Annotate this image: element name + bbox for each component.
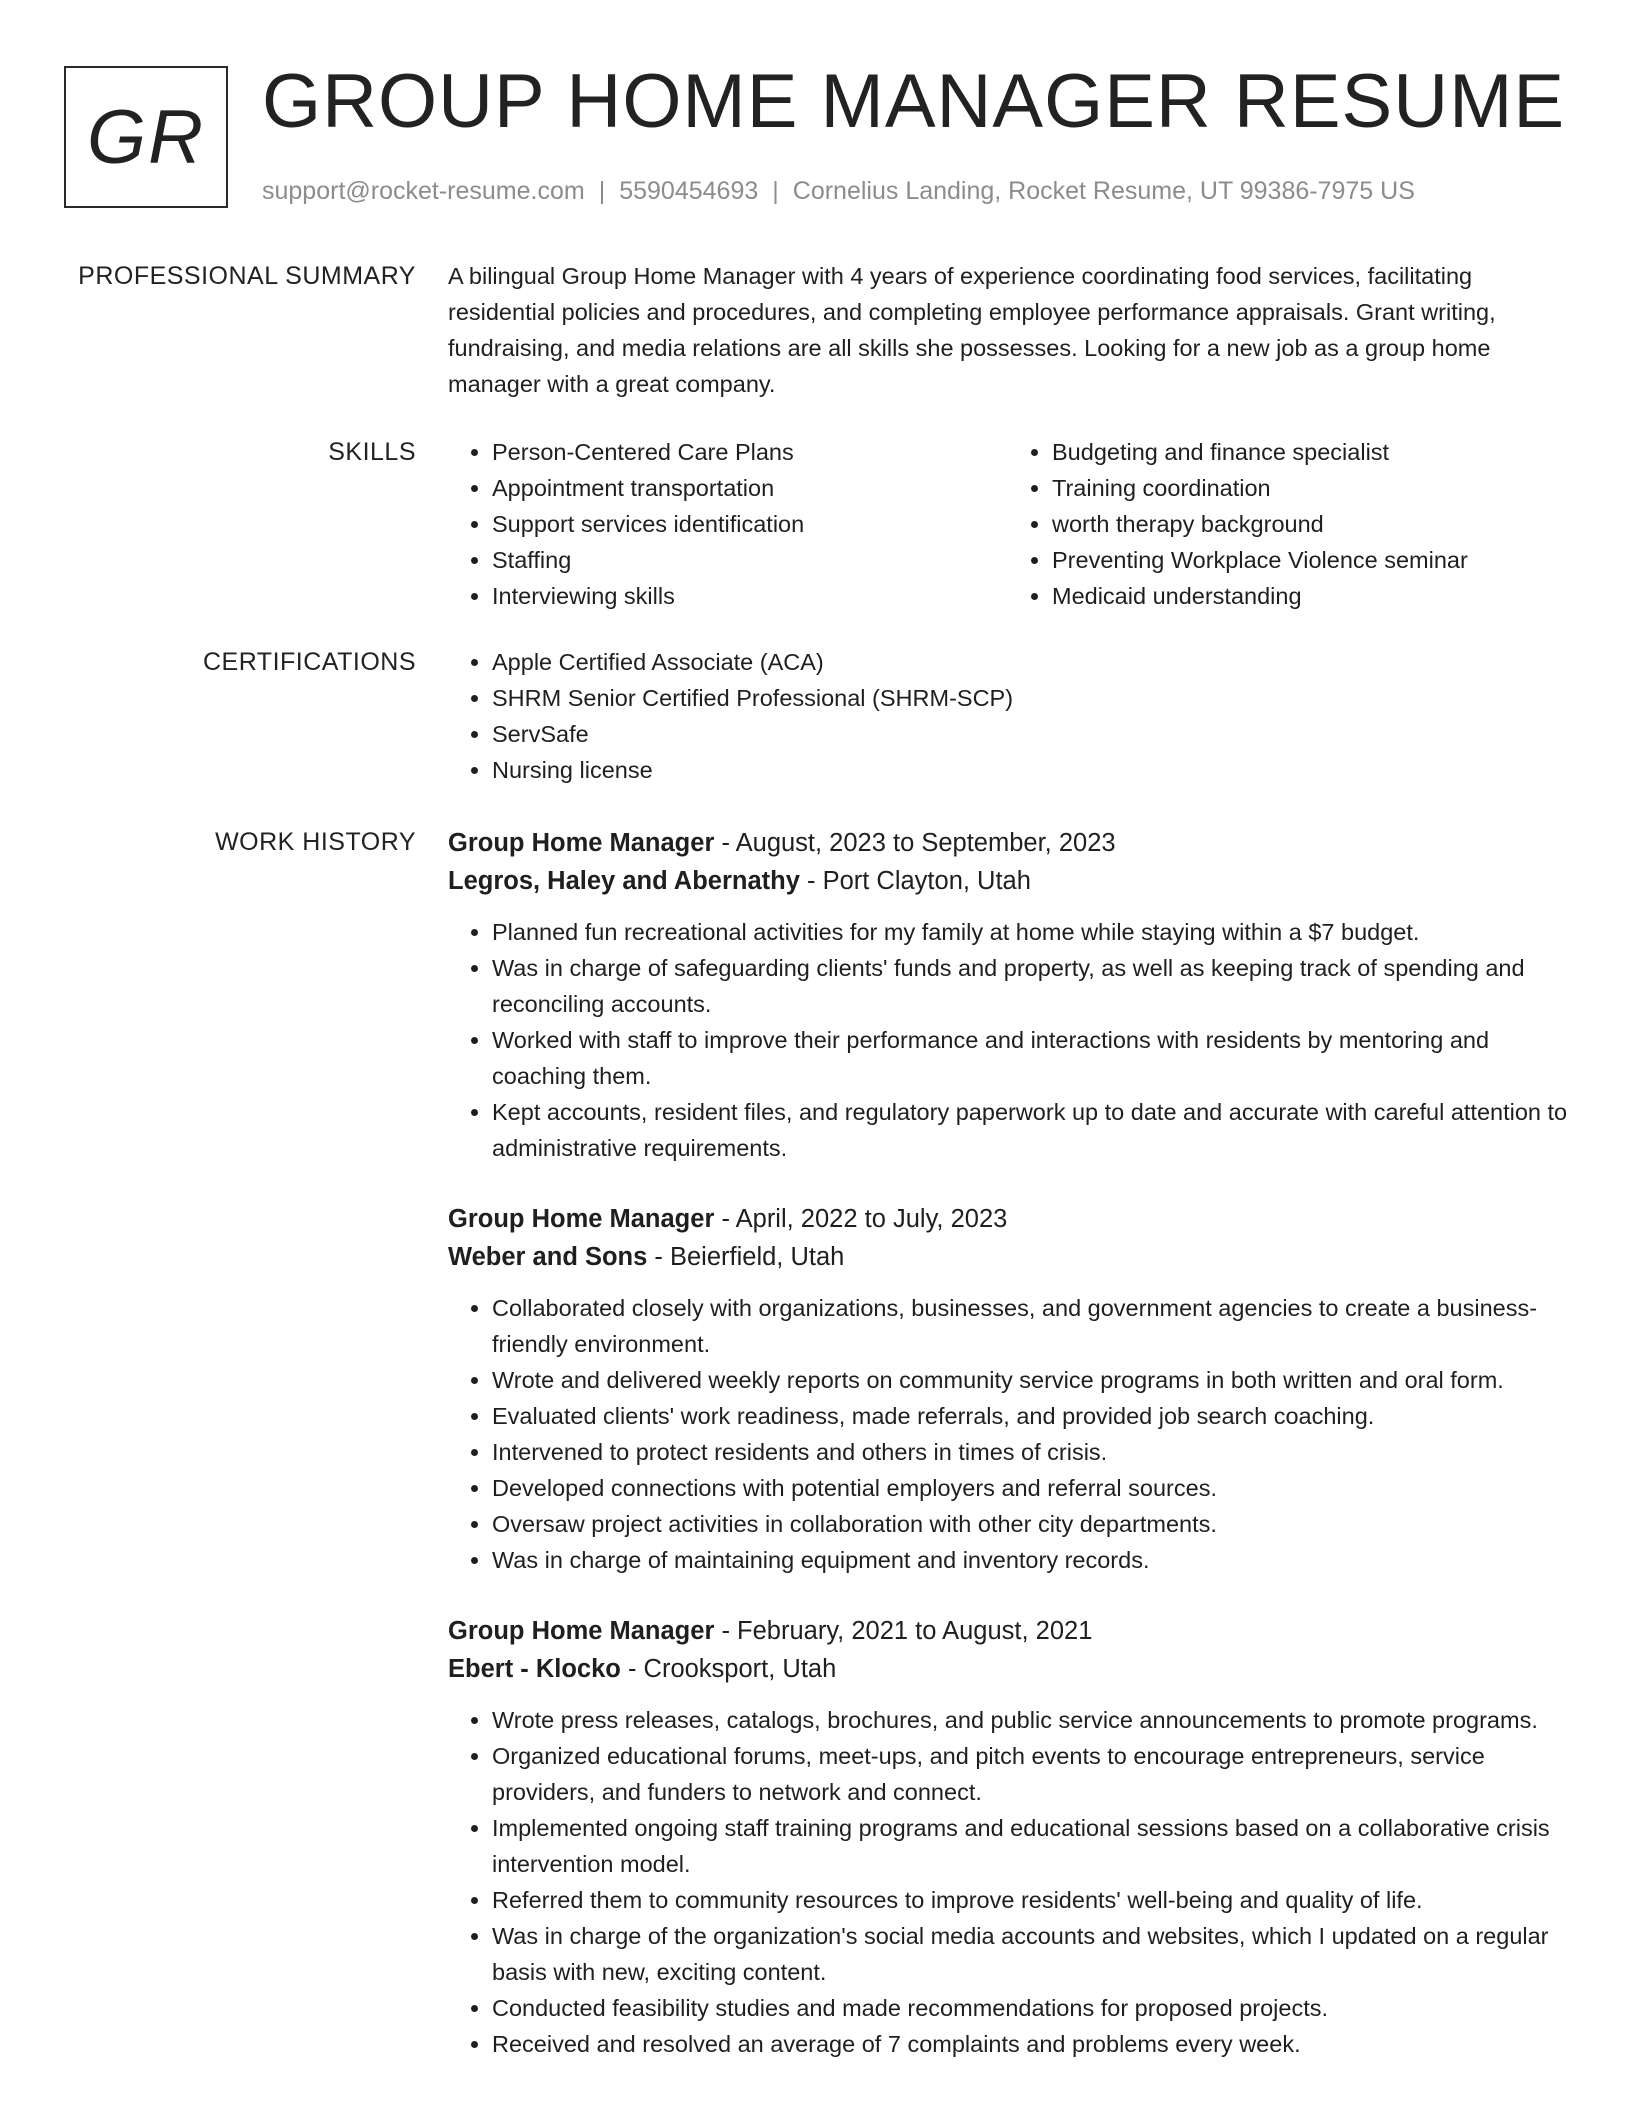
job-bullet: • Organized educational forums, meet-ups, and pitch events to encourage entrepreneurs, service providers, and funders to network and connect. — [492, 1738, 1568, 1810]
job-title: Group Home Manager — [448, 829, 715, 857]
skill-item: • Staffing — [492, 542, 1008, 578]
job-location: - Beierfield, Utah — [647, 1243, 845, 1271]
certification-item: • Nursing license — [492, 752, 1568, 788]
job-bullet: • Received and resolved an average of 7 complaints and problems every week. — [492, 2026, 1568, 2062]
section-label-skills: SKILLS — [328, 438, 416, 466]
job-bullet: • Conducted feasibility studies and made recommendations for proposed projects. — [492, 1990, 1568, 2026]
job-location: - Crooksport, Utah — [620, 1655, 837, 1683]
job-title: Group Home Manager — [448, 1617, 715, 1645]
contact-line — [262, 174, 1415, 208]
job-entry — [448, 1200, 1568, 1578]
work-history-body — [448, 824, 1568, 2096]
job-company-line — [448, 1238, 1568, 1276]
job-bullet: • Oversaw project activities in collaboration with other city departments. — [492, 1506, 1568, 1542]
skill-item: • Training coordination — [1052, 470, 1568, 506]
skill-item: • Appointment transportation — [492, 470, 1008, 506]
job-company-line — [448, 1650, 1568, 1688]
job-location: - Port Clayton, Utah — [799, 867, 1031, 895]
job-bullet: • Planned fun recreational activities for my family at home while staying within a $7 budget. — [492, 914, 1568, 950]
contact-separator: | — [772, 177, 779, 205]
skills-list-left — [448, 434, 1008, 614]
monogram-initials: GR — [87, 94, 205, 180]
job-bullets — [448, 1290, 1568, 1578]
job-bullet: • Was in charge of safeguarding clients' funds and property, as well as keeping track of spending and reconciling accounts. — [492, 950, 1568, 1022]
skill-item: • Interviewing skills — [492, 578, 1008, 614]
skill-item: • worth therapy background — [1052, 506, 1568, 542]
job-title-line — [448, 1612, 1568, 1650]
certification-item: • SHRM Senior Certified Professional (SHRM-SCP) — [492, 680, 1568, 716]
contact-separator: | — [598, 177, 606, 205]
job-title-line — [448, 824, 1568, 862]
job-bullet: • Wrote press releases, catalogs, brochures, and public service announcements to promote programs. — [492, 1702, 1568, 1738]
job-bullet: • Evaluated clients' work readiness, made referrals, and provided job search coaching. — [492, 1398, 1568, 1434]
job-bullets — [448, 1702, 1568, 2062]
job-entry — [448, 824, 1568, 1166]
job-dates: - August, 2023 to September, 2023 — [714, 829, 1116, 857]
job-company: Weber and Sons — [448, 1243, 648, 1271]
contact-address: Cornelius Landing, Rocket Resume, UT 99386-7975 US — [792, 177, 1415, 205]
job-company: Legros, Haley and Abernathy — [448, 867, 800, 895]
monogram-box — [64, 66, 228, 208]
skill-item: • Support services identification — [492, 506, 1008, 542]
job-title-line — [448, 1200, 1568, 1238]
resume-title: GROUP HOME MANAGER RESUME — [262, 59, 1566, 144]
job-bullet: • Wrote and delivered weekly reports on community service programs in both written and oral form. — [492, 1362, 1568, 1398]
job-bullet: • Collaborated closely with organizations, businesses, and government agencies to create a business-friendly environment. — [492, 1290, 1568, 1362]
job-title: Group Home Manager — [448, 1205, 715, 1233]
section-label-summary: PROFESSIONAL SUMMARY — [78, 262, 416, 290]
job-bullet: • Was in charge of the organization's social media accounts and websites, which I updated on a regular basis with new, exciting content. — [492, 1918, 1568, 1990]
certification-item: • Apple Certified Associate (ACA) — [492, 644, 1568, 680]
job-bullet: • Referred them to community resources to improve residents' well-being and quality of life. — [492, 1882, 1568, 1918]
skill-item: • Preventing Workplace Violence seminar — [1052, 542, 1568, 578]
skills-columns — [448, 434, 1568, 614]
job-bullet: • Developed connections with potential employers and referral sources. — [492, 1470, 1568, 1506]
certification-item: • ServSafe — [492, 716, 1568, 752]
job-dates: - April, 2022 to July, 2023 — [714, 1205, 1008, 1233]
skill-item: • Budgeting and finance specialist — [1052, 434, 1568, 470]
job-bullet: • Was in charge of maintaining equipment and inventory records. — [492, 1542, 1568, 1578]
job-bullet: • Worked with staff to improve their performance and interactions with residents by mentoring and coaching them. — [492, 1022, 1568, 1094]
section-label-certifications: CERTIFICATIONS — [202, 648, 416, 676]
job-company: Ebert - Klocko — [448, 1655, 621, 1683]
certifications-list — [448, 644, 1568, 788]
job-bullet: • Kept accounts, resident files, and regulatory paperwork up to date and accurate with careful attention to administrative requirements. — [492, 1094, 1568, 1166]
contact-phone[interactable]: 5590454693 — [619, 177, 759, 205]
section-label-work-history: WORK HISTORY — [215, 828, 416, 856]
job-bullets — [448, 914, 1568, 1166]
job-bullet: • Intervened to protect residents and others in times of crisis. — [492, 1434, 1568, 1470]
skill-item: • Medicaid understanding — [1052, 578, 1568, 614]
job-dates: - February, 2021 to August, 2021 — [714, 1617, 1093, 1645]
certifications-body — [448, 644, 1568, 788]
job-bullet: • Implemented ongoing staff training programs and educational sessions based on a collaborative crisis intervention model. — [492, 1810, 1568, 1882]
job-company-line — [448, 862, 1568, 900]
contact-email[interactable]: support@rocket-resume.com — [262, 177, 585, 205]
job-entry — [448, 1612, 1568, 2062]
skill-item: • Person-Centered Care Plans — [492, 434, 1008, 470]
skills-list-right — [1008, 434, 1568, 614]
summary-text: A bilingual Group Home Manager with 4 years of experience coordinating food services, facilitating residential policies and procedures, and completing employee performance appraisals. Grant writing, fundraising, and media relations are all skills she possesses. Looking for a new job as a group home manager with a great company. — [448, 263, 1496, 397]
